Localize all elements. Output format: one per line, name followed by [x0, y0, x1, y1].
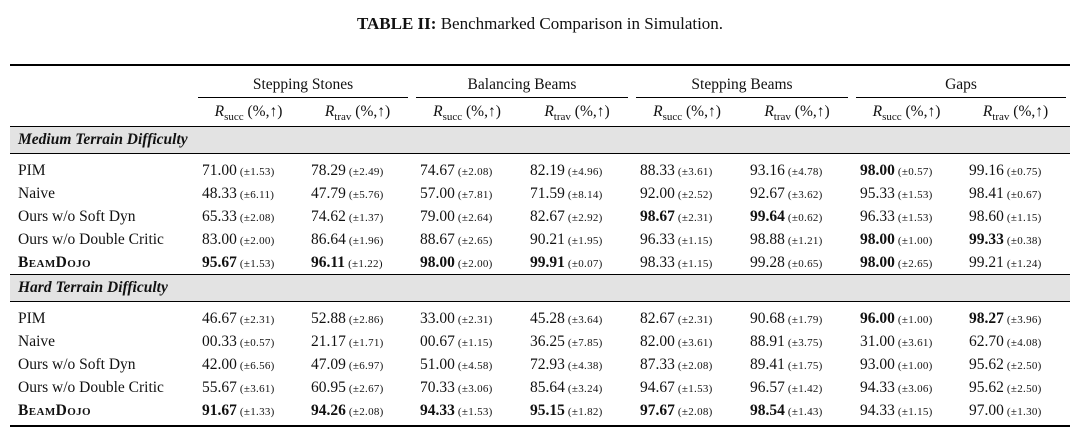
metric-cell: 45.28 (±3.64) — [530, 309, 603, 327]
metric-cell: 87.33 (±2.08) — [640, 355, 713, 373]
metric-header-succ: $R_{succ}$ (%,↑) — [214, 102, 283, 124]
method-name: PIM — [18, 309, 46, 327]
table-row — [10, 159, 1070, 182]
metric-cell: 99.28 (±0.65) — [750, 253, 823, 271]
metric-cell: 62.70 (±4.08) — [969, 332, 1042, 350]
metric-cell: 36.25 (±7.85) — [530, 332, 603, 350]
section-header: Medium Terrain Difficulty — [10, 127, 1070, 154]
metric-cell: 98.67 (±2.31) — [640, 207, 713, 225]
metric-cell: 99.91 (±0.07) — [530, 253, 603, 271]
metric-cell: 74.67 (±2.08) — [420, 161, 493, 179]
metric-cell: 94.33 (±1.15) — [852, 399, 961, 426]
metric-cell: 99.21 (±1.24) — [969, 253, 1042, 271]
metric-cell: 94.33 (±3.06) — [860, 378, 933, 396]
metric-cell: 99.16 (±0.75) — [969, 161, 1042, 179]
metric-cell: 86.64 (±1.96) — [311, 230, 384, 248]
table-row — [10, 330, 1070, 353]
metric-cell: 42.00 (±6.56) — [202, 355, 275, 373]
metric-cell: 48.33 (±6.11) — [202, 184, 275, 202]
method-name: Naive — [18, 332, 56, 350]
metric-cell: 88.67 (±2.65) — [420, 230, 493, 248]
metric-header-succ: $R_{succ}$ (%,↑) — [433, 102, 501, 124]
table-row — [10, 228, 1070, 251]
metric-cell: 93.16 (±4.78) — [750, 161, 823, 179]
group-header: Balancing Beams — [412, 72, 632, 100]
metric-cell: 98.41 (±0.67) — [969, 184, 1042, 202]
top-rule — [10, 65, 1070, 72]
metric-cell: 46.67 (±2.31) — [202, 309, 275, 327]
metric-cell: 98.00 (±2.65) — [860, 253, 933, 271]
table-row — [10, 353, 1070, 376]
metric-header-trav: $R_{trav}$ (%,↑) — [764, 102, 830, 124]
metric-cell: 85.64 (±3.24) — [530, 378, 603, 396]
metric-cell: 98.60 (±1.15) — [969, 207, 1042, 225]
metric-cell: 60.95 (±2.67) — [311, 378, 384, 396]
metric-cell: 91.67 (±1.33) — [194, 399, 303, 426]
method-name: Ours w/o Double Critic — [18, 230, 164, 248]
metric-cell: 72.93 (±4.38) — [530, 355, 603, 373]
table-row — [10, 205, 1070, 228]
metric-cell: 97.00 (±1.30) — [961, 399, 1070, 426]
benchmark-table — [10, 64, 1070, 427]
metric-cell: 82.00 (±3.61) — [640, 332, 713, 350]
metric-cell: 96.57 (±1.42) — [750, 378, 823, 396]
table-row — [10, 399, 1070, 426]
group-header-row — [10, 72, 1070, 100]
method-name: Ours w/o Soft Dyn — [18, 207, 136, 225]
metric-cell: 99.33 (±0.38) — [969, 230, 1042, 248]
metric-cell: 52.88 (±2.86) — [311, 309, 384, 327]
table-row — [10, 251, 1070, 275]
metric-cell: 47.79 (±5.76) — [311, 184, 384, 202]
metric-cell: 51.00 (±4.58) — [420, 355, 493, 373]
metric-cell: 82.19 (±4.96) — [530, 161, 603, 179]
metric-cell: 57.00 (±7.81) — [420, 184, 493, 202]
metric-cell: 98.00 (±1.00) — [860, 230, 933, 248]
metric-cell: 55.67 (±3.61) — [202, 378, 275, 396]
metric-cell: 96.33 (±1.15) — [640, 230, 713, 248]
metric-cell: 93.00 (±1.00) — [860, 355, 933, 373]
metric-cell: 96.11 (±1.22) — [311, 253, 383, 271]
metric-header-trav: $R_{trav}$ (%,↑) — [544, 102, 610, 124]
metric-cell: 47.09 (±6.97) — [311, 355, 384, 373]
metric-header-succ: $R_{succ}$ (%,↑) — [872, 102, 941, 124]
metric-cell: 98.27 (±3.96) — [969, 309, 1042, 327]
group-header: Stepping Stones — [194, 72, 412, 100]
metric-cell: 98.00 (±2.00) — [420, 253, 493, 271]
metric-header-row — [10, 100, 1070, 127]
metric-cell: 95.33 (±1.53) — [860, 184, 933, 202]
metric-cell: 00.67 (±1.15) — [420, 332, 493, 350]
metric-header-trav: $R_{trav}$ (%,↑) — [982, 102, 1049, 124]
group-header: Gaps — [852, 72, 1070, 100]
metric-cell: 82.67 (±2.31) — [640, 309, 713, 327]
method-name: BeamDojo — [10, 399, 194, 426]
table-row — [10, 182, 1070, 205]
metric-header-trav: $R_{trav}$ (%,↑) — [324, 102, 391, 124]
metric-cell: 95.62 (±2.50) — [969, 355, 1042, 373]
method-name: PIM — [18, 161, 46, 179]
metric-cell: 99.64 (±0.62) — [750, 207, 823, 225]
metric-cell: 98.88 (±1.21) — [750, 230, 823, 248]
metric-cell: 70.33 (±3.06) — [420, 378, 493, 396]
metric-cell: 21.17 (±1.71) — [311, 332, 384, 350]
metric-cell: 71.00 (±1.53) — [202, 161, 275, 179]
metric-cell: 95.62 (±2.50) — [969, 378, 1042, 396]
metric-cell: 82.67 (±2.92) — [530, 207, 603, 225]
metric-cell: 96.33 (±1.53) — [860, 207, 933, 225]
method-name: Naive — [18, 184, 56, 202]
metric-cell: 92.00 (±2.52) — [640, 184, 713, 202]
metric-cell: 88.33 (±3.61) — [640, 161, 713, 179]
metric-cell: 74.62 (±1.37) — [311, 207, 384, 225]
metric-cell: 98.33 (±1.15) — [640, 253, 713, 271]
caption-text: Benchmarked Comparison in Simulation. — [440, 14, 724, 33]
method-name: Ours w/o Double Critic — [18, 378, 164, 396]
metric-cell: 90.21 (±1.95) — [530, 230, 603, 248]
metric-cell: 98.54 (±1.43) — [742, 399, 852, 426]
metric-cell: 95.67 (±1.53) — [202, 253, 275, 271]
metric-cell: 33.00 (±2.31) — [420, 309, 493, 327]
metric-cell: 78.29 (±2.49) — [311, 161, 384, 179]
metric-cell: 92.67 (±3.62) — [750, 184, 823, 202]
metric-cell: 96.00 (±1.00) — [860, 309, 933, 327]
metric-cell: 94.67 (±1.53) — [640, 378, 713, 396]
method-name: BeamDojo — [18, 253, 92, 271]
section-header: Hard Terrain Difficulty — [10, 275, 1070, 302]
metric-cell: 88.91 (±3.75) — [750, 332, 823, 350]
metric-cell: 95.15 (±1.82) — [522, 399, 632, 426]
method-name: Ours w/o Soft Dyn — [18, 355, 136, 373]
metric-cell: 00.33 (±0.57) — [202, 332, 275, 350]
table-row — [10, 307, 1070, 330]
metric-cell: 31.00 (±3.61) — [860, 332, 933, 350]
table-caption — [0, 14, 1080, 34]
metric-cell: 97.67 (±2.08) — [632, 399, 742, 426]
caption-label: TABLE II: — [356, 14, 437, 33]
metric-cell: 71.59 (±8.14) — [530, 184, 603, 202]
metric-cell: 90.68 (±1.79) — [750, 309, 823, 327]
metric-cell: 94.26 (±2.08) — [303, 399, 412, 426]
metric-header-succ: $R_{succ}$ (%,↑) — [653, 102, 721, 124]
metric-cell: 94.33 (±1.53) — [412, 399, 522, 426]
group-header: Stepping Beams — [632, 72, 852, 100]
metric-cell: 65.33 (±2.08) — [202, 207, 275, 225]
metric-cell: 83.00 (±2.00) — [202, 230, 275, 248]
table-row — [10, 376, 1070, 399]
metric-cell: 98.00 (±0.57) — [860, 161, 933, 179]
metric-cell: 89.41 (±1.75) — [750, 355, 823, 373]
metric-cell: 79.00 (±2.64) — [420, 207, 493, 225]
